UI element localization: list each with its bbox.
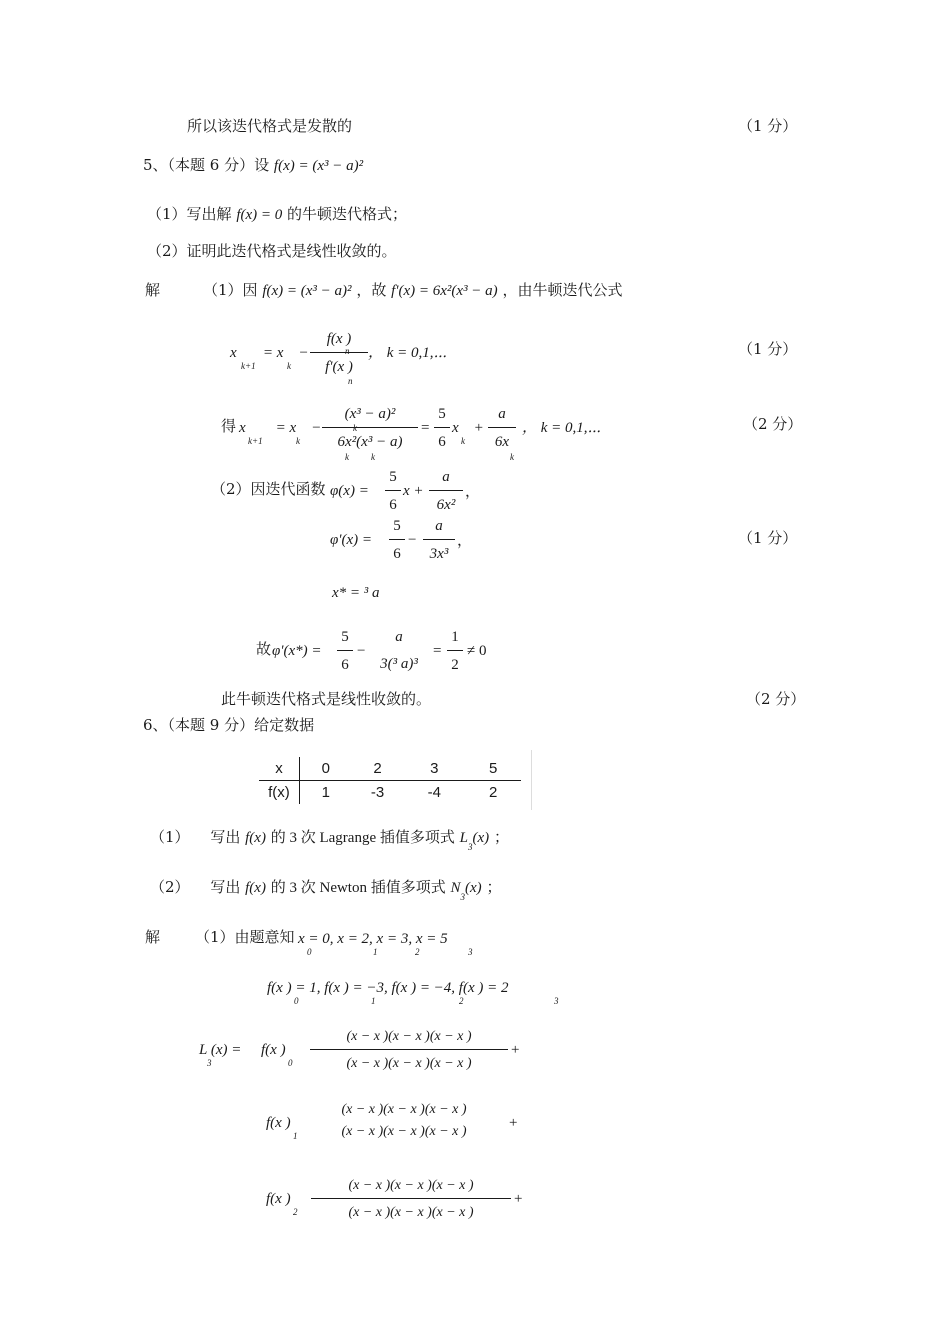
newton-den: f'(x ) xyxy=(325,359,353,375)
gu-minus: − xyxy=(357,643,366,659)
xstar-line: x* = ³ a xyxy=(332,585,380,601)
eq-sign: = xyxy=(421,420,430,436)
score-label: （2 分） xyxy=(743,415,803,433)
gu-f2n: a xyxy=(395,629,403,645)
lagrange-term2-fraction xyxy=(311,1178,511,1221)
score-label: （1 分） xyxy=(738,340,798,358)
q6-2-num: （2） xyxy=(150,878,190,896)
table-cell: 1 xyxy=(321,784,330,801)
q5-head: 5、（本题 6 分）设 xyxy=(143,156,270,174)
sol6-pre: （1）由题意知 xyxy=(195,928,295,946)
q6-2-end: ； xyxy=(486,878,502,896)
newton-lhs: x = x − xyxy=(230,345,309,361)
gu-lhs: φ'(x*) = xyxy=(272,643,322,659)
gu-tail: ≠ 0 xyxy=(467,643,487,659)
question-6-heading: 6、（本题 9 分）给定数据 xyxy=(143,716,315,734)
newton-fraction xyxy=(310,331,368,376)
plus-sign: + xyxy=(514,1191,523,1207)
score-label: （1 分） xyxy=(738,529,798,547)
q6-part-2 xyxy=(150,878,502,902)
phi-f2d: 6x² xyxy=(436,497,456,513)
q6-2-f: f(x) xyxy=(245,880,266,896)
function-values: f(x ) = 1, f(x ) = −3, f(x ) = −4, f(x ) = 2 xyxy=(267,980,509,996)
table-cell: x xyxy=(259,757,299,781)
gu-eq: = xyxy=(433,643,442,659)
phip-f2n: a xyxy=(423,518,455,540)
q6-2-mid: 的 3 次 Newton 插值多项式 xyxy=(270,880,446,896)
phi-f1n: 5 xyxy=(385,469,401,491)
table-cell: 0 xyxy=(321,760,330,777)
lagrange-term0-fraction xyxy=(310,1029,508,1072)
lagrange-lhs: L (x) = xyxy=(199,1042,242,1058)
phi-f1d: 6 xyxy=(389,497,397,513)
q5-1-post: 的牛顿迭代格式； xyxy=(287,205,408,223)
gu-f3n: 1 xyxy=(447,629,463,651)
q6-part-1 xyxy=(150,828,509,852)
plus-sign: + xyxy=(511,1042,520,1058)
q6-2-Nsub: 3 xyxy=(460,892,466,902)
phip-f1d: 6 xyxy=(393,546,401,562)
phip-f2d: 3x³ xyxy=(429,546,449,562)
phi-f2n: a xyxy=(429,469,463,491)
node-values: x = 0, x = 2, x = 3, x = 5 xyxy=(298,931,448,947)
iteration-den: 6x²(x³ − a) xyxy=(337,434,403,450)
lagrange-term2-coef: f(x ) xyxy=(266,1191,291,1207)
table-cell: 2 xyxy=(373,760,382,777)
iteration-tail: ， k = 0,1,⋯ xyxy=(522,420,602,436)
q6-2-pre: 写出 xyxy=(210,878,241,896)
phip-tail: ， xyxy=(457,531,473,549)
phi-tail: ， xyxy=(465,482,481,500)
sol1-f: f(x) = (x³ − a)² xyxy=(262,283,352,299)
plus-sign: + xyxy=(509,1115,518,1131)
lagrange-term1-fraction xyxy=(309,1102,499,1140)
q5-part-1 xyxy=(147,207,407,223)
lagrange-term2-num: (x − x )(x − x )(x − x ) xyxy=(311,1178,511,1199)
phip-minus: − xyxy=(408,532,417,548)
q5-formula: f(x) = (x³ − a)² xyxy=(273,158,364,174)
sol1-fprime: f'(x) = 6x²(x³ − a) xyxy=(391,283,498,299)
q6-1-Lsub: 3 xyxy=(468,842,473,852)
phi-pre: （2）因迭代函数 xyxy=(211,480,326,498)
newton-tail: ， k = 0,1,⋯ xyxy=(368,345,448,361)
table-cell: -4 xyxy=(427,784,442,801)
gu-pre: 故 xyxy=(256,640,272,658)
question-5-heading xyxy=(143,158,363,174)
table-cell: f(x) xyxy=(259,781,299,805)
q6-1-end: ； xyxy=(493,828,509,846)
table-cell: 2 xyxy=(488,784,498,801)
lagrange-term0-den: (x − x )(x − x )(x − x ) xyxy=(346,1056,472,1071)
lagrange-term1-den: (x − x )(x − x )(x − x ) xyxy=(341,1124,467,1139)
lagrange-term2-den: (x − x )(x − x )(x − x ) xyxy=(348,1205,474,1220)
phip-lhs: φ'(x) = xyxy=(330,532,373,548)
lagrange-term1-coef: f(x ) xyxy=(266,1115,291,1131)
sol1-post: ，由牛顿迭代公式 xyxy=(502,281,623,299)
table-row xyxy=(259,757,521,781)
table-row xyxy=(259,781,521,805)
phip-f1n: 5 xyxy=(389,518,405,540)
score-label: （2 分） xyxy=(746,690,806,708)
newton-num: f(x ) xyxy=(310,331,368,353)
lagrange-term0-num: (x − x )(x − x )(x − x ) xyxy=(310,1029,508,1050)
q6-2-arg: (x) xyxy=(465,880,482,896)
table-cell: 3 xyxy=(430,760,439,777)
iteration-fraction xyxy=(322,406,418,451)
get-label: 得 xyxy=(221,417,237,435)
table-cell: -3 xyxy=(370,784,385,801)
gu-f1n: 5 xyxy=(337,629,353,651)
lagrange-term0-coef: f(x ) xyxy=(261,1042,286,1058)
sol1-pre: （1）因 xyxy=(203,281,258,299)
solution-label: 解 xyxy=(145,928,161,946)
conclusion-divergent: 所以该迭代格式是发散的 xyxy=(187,117,353,135)
sol1-mid: ，故 xyxy=(356,281,387,299)
q6-1-f: f(x) xyxy=(245,830,266,846)
phi-mid: x + xyxy=(403,483,424,499)
solution-label: 解 xyxy=(145,281,161,299)
gu-f2d: 3(³ a)³ xyxy=(380,656,418,672)
table-edge-divider xyxy=(531,750,532,810)
iteration-num: (x³ − a)² xyxy=(322,406,418,428)
q6-1-num: （1） xyxy=(150,828,190,846)
data-table xyxy=(259,757,521,804)
q6-1-L: L xyxy=(459,830,468,846)
q6-1-pre: 写出 xyxy=(210,828,241,846)
phi-lhs: φ(x) = xyxy=(330,483,369,499)
q6-2-N: N xyxy=(450,880,461,896)
gu-f1d: 6 xyxy=(341,657,349,673)
table-cell: 5 xyxy=(488,760,498,777)
q6-1-mid: 的 3 次 Lagrange 插值多项式 xyxy=(270,830,455,846)
q6-1-arg: (x) xyxy=(472,830,490,846)
q5-1-formula: f(x) = 0 xyxy=(236,207,283,223)
linear-convergence-conclusion: 此牛顿迭代格式是线性收敛的。 xyxy=(221,690,432,708)
gu-f3d: 2 xyxy=(451,657,459,673)
score-label: （1 分） xyxy=(738,117,798,135)
solution-derivative-line xyxy=(203,283,622,299)
q5-part-2: （2）证明此迭代格式是线性收敛的。 xyxy=(147,242,397,260)
lagrange-term1-num: (x − x )(x − x )(x − x ) xyxy=(341,1102,467,1117)
q5-1-pre: （1）写出解 xyxy=(147,205,232,223)
